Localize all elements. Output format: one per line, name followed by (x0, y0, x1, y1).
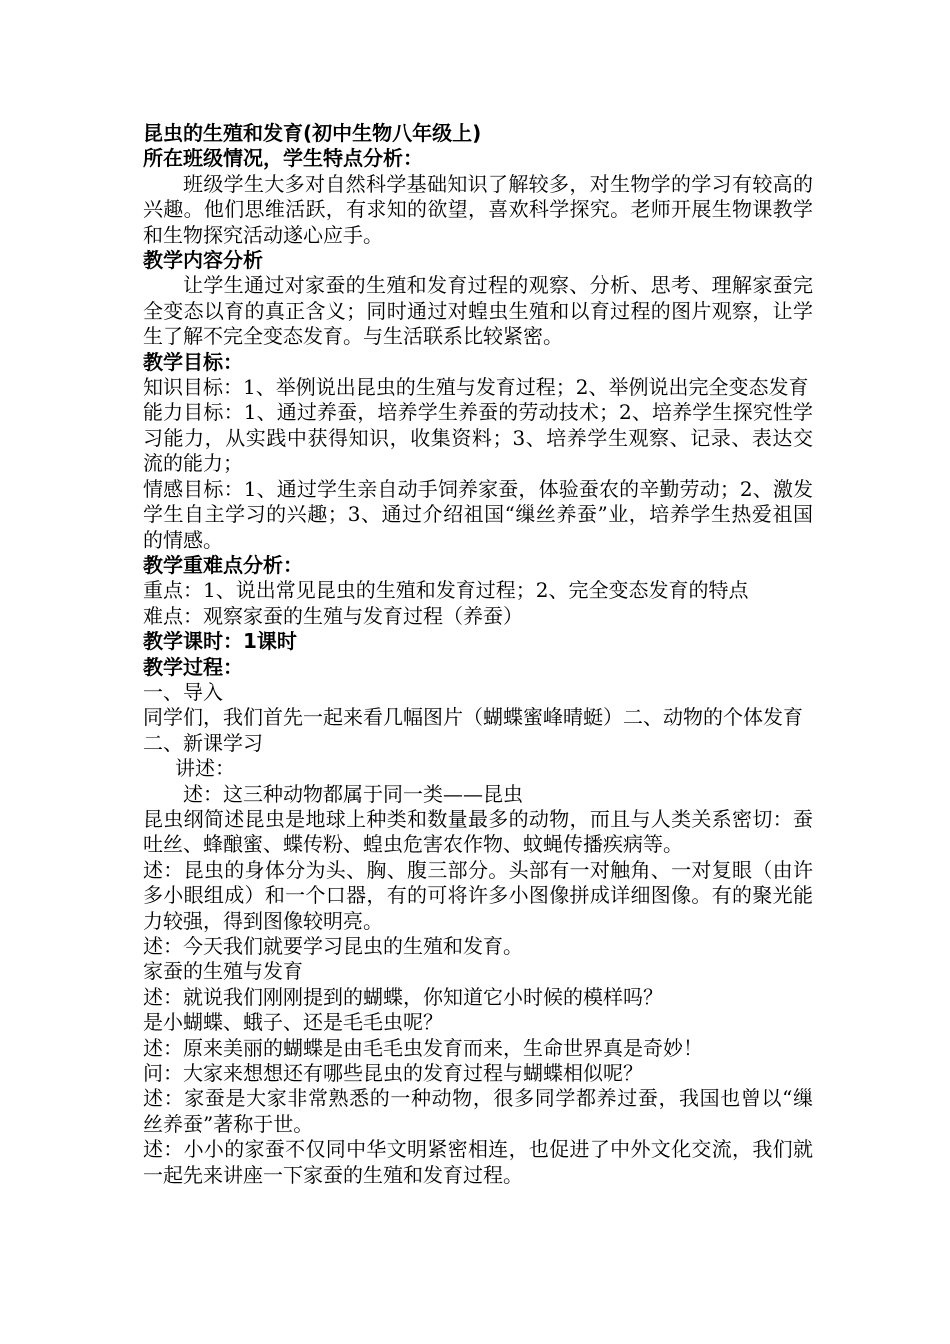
difficult-point: 难点：观察家蚕的生殖与发育过程（养蚕） (143, 603, 523, 628)
document-page (143, 121, 813, 1188)
heading-content-analysis: 教学内容分析 (143, 248, 263, 273)
silkworm-culture: 述：小小的家蚕不仅同中华文明紧密相连，也促进了中外文化交流，我们就一起先来讲座一下家蚕的生殖和发育过程。 (143, 1137, 813, 1187)
today-topic: 述：今天我们就要学习昆虫的生殖和发育。 (143, 934, 523, 958)
objective-emotion: 情感目标：1、通过学生亲自动手饲养家蚕，体验蚕农的辛勤劳动；2、激发学生自主学习的兴趣；3、通过介绍祖国“缫丝养蚕”业，培养学生热爱祖国的情感。 (143, 476, 813, 552)
silkworm-heading: 家蚕的生殖与发育 (143, 959, 303, 984)
silkworm-familiar: 述：家蚕是大家非常熟悉的一种动物，很多同学都养过蚕，我国也曾以“缫丝养蚕”著称于世。 (143, 1086, 813, 1136)
heading-key-points: 教学重难点分析： (143, 552, 303, 577)
paragraph-class-analysis: 班级学生大多对自然科学基础知识了解较多，对生物学的学习有较高的兴趣。他们思维活跃，有求知的欲望，喜欢科学探究。老师开展生物课教学和生物探究活动遂心应手。 (143, 171, 813, 247)
step-new-heading: 二、新课学习 (143, 730, 263, 755)
step-intro-heading: 一、导入 (143, 679, 223, 704)
step-intro-text: 同学们，我们首先一起来看几幅图片（蝴蝶蜜峰晴蜓）二、动物的个体发育 (143, 705, 803, 730)
document-title: 昆虫的生殖和发育(初中生物八年级上) (143, 121, 482, 145)
butterfly-answer: 述：原来美丽的蝴蝶是由毛毛虫发育而来，生命世界真是奇妙！ (143, 1035, 703, 1060)
butterfly-options: 是小蝴蝶、蛾子、还是毛毛虫呢？ (143, 1010, 443, 1035)
similar-question: 问：大家来想想还有哪些昆虫的发育过程与蝴蝶相似呢？ (143, 1061, 643, 1086)
heading-objectives: 教学目标： (143, 349, 243, 374)
narrate-line-1: 述：这三种动物都属于同一类——昆虫 (183, 781, 523, 806)
insect-intro: 昆虫纲简述昆虫是地球上种类和数量最多的动物，而且与人类关系密切：蚕吐丝、蜂酿蜜、蝶传粉、蝗虫危害农作物、蚊蝇传播疾病等。 (143, 806, 813, 857)
key-point: 重点：1、说出常见昆虫的生殖和发育过程；2、完全变态发育的特点 (143, 578, 749, 603)
narrate-label: 讲述： (175, 756, 235, 781)
paragraph-content-analysis: 让学生通过对家蚕的生殖和发育过程的观察、分析、思考、理解家蚕完全变态以育的真正含义；同时通过对蝗虫生殖和以育过程的图片观察，让学生了解不完全变态发育。与生活联系比较紧密。 (143, 273, 813, 349)
objective-ability: 能力目标：1、通过养蚕，培养学生养蚕的劳动技术；2、培养学生探究性学习能力，从实践中获得知识，收集资料；3、培养学生观察、记录、表达交流的能力； (143, 400, 813, 476)
objective-knowledge: 知识目标：1、举例说出昆虫的生殖与发育过程；2、举例说出完全变态发育 (143, 375, 809, 400)
butterfly-question: 述：就说我们刚刚提到的蝴蝶，你知道它小时候的模样吗？ (143, 984, 663, 1009)
heading-class-analysis: 所在班级情况，学生特点分析： (143, 146, 423, 171)
heading-hours: 教学课时：1课时 (143, 629, 297, 654)
heading-process: 教学过程： (143, 654, 243, 679)
insect-body: 述：昆虫的身体分为头、胸、腹三部分。头部有一对触角、一对复眼（由许多小眼组成）和一个口器，有的可将许多小图像拼成详细图像。有的聚光能力较强，得到图像较明亮。 (143, 857, 813, 933)
